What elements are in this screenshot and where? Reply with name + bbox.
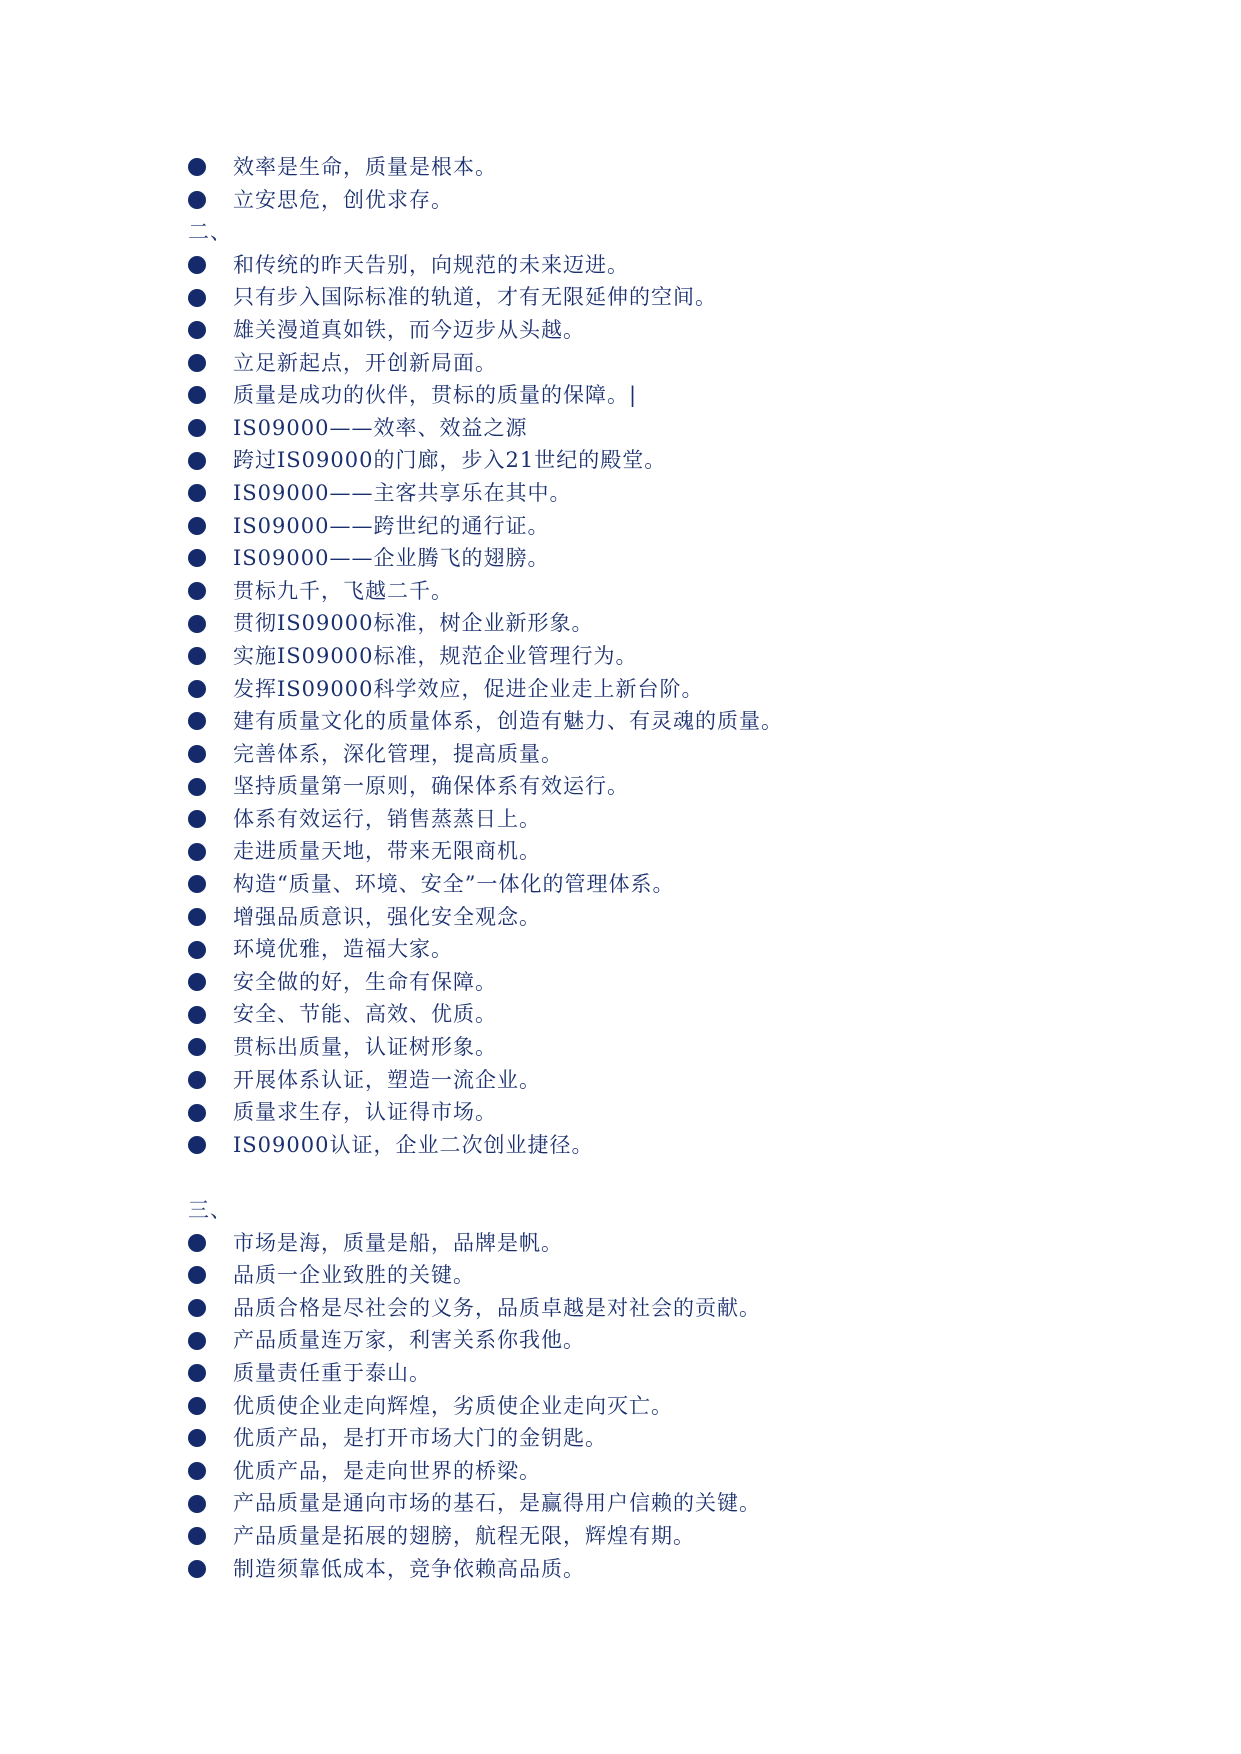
list-item xyxy=(188,1324,1168,1357)
bullet-icon xyxy=(188,908,206,926)
bullet-icon xyxy=(188,712,206,730)
bullet-icon xyxy=(188,549,206,567)
list-item xyxy=(188,1259,1168,1292)
list-item-text: 建有质量文化的质量体系，创造有魅力、有灵魂的质量。 xyxy=(233,709,783,734)
list-item-text: 环境优雅，造福大家。 xyxy=(233,937,453,962)
list-item xyxy=(188,151,1168,184)
list-item-text: IS09000——效率、效益之源 xyxy=(233,415,528,440)
list-item-text: 贯标九千，飞越二千。 xyxy=(233,578,453,603)
bullet-icon xyxy=(188,615,206,633)
bullet-icon xyxy=(188,973,206,991)
list-item xyxy=(188,640,1168,673)
list-item xyxy=(188,770,1168,803)
list-item xyxy=(188,738,1168,771)
bullet-icon xyxy=(188,517,206,535)
list-item-text: 优质使企业走向辉煌，劣质使企业走向灭亡。 xyxy=(233,1393,673,1418)
list-item-text: 效率是生命，质量是根本。 xyxy=(233,155,497,179)
list-item xyxy=(188,184,1168,217)
bullet-icon xyxy=(188,1136,206,1154)
list-item-text: IS09000——主客共享乐在其中。 xyxy=(233,480,572,505)
list-item xyxy=(188,803,1168,836)
section-2 xyxy=(188,249,1168,1162)
list-item xyxy=(188,607,1168,640)
list-item-text: 安全做的好，生命有保障。 xyxy=(233,969,497,994)
list-item-text: 质量求生存，认证得市场。 xyxy=(233,1100,497,1125)
list-item xyxy=(188,933,1168,966)
list-item xyxy=(188,542,1168,575)
list-item-text: 产品质量是拓展的翅膀，航程无限，辉煌有期。 xyxy=(233,1523,695,1548)
bullet-icon xyxy=(188,843,206,861)
section-1 xyxy=(188,151,1168,216)
list-item-text: IS09000——跨世纪的通行证。 xyxy=(233,513,550,538)
bullet-icon xyxy=(188,810,206,828)
bullet-icon xyxy=(188,778,206,796)
list-item xyxy=(188,966,1168,999)
bullet-icon xyxy=(188,1104,206,1122)
list-item xyxy=(188,1422,1168,1455)
list-item xyxy=(188,281,1168,314)
list-item-text: 雄关漫道真如铁，而今迈步从头越。 xyxy=(233,317,585,342)
bullet-icon xyxy=(188,1364,206,1382)
bullet-icon xyxy=(188,680,206,698)
list-item-text: 完善体系，深化管理，提高质量。 xyxy=(233,741,563,766)
list-item-text: 构造“质量、环境、安全”一体化的管理体系。 xyxy=(233,872,675,897)
section-3 xyxy=(188,1227,1168,1586)
list-item-text: 立安思危，创优求存。 xyxy=(233,187,453,212)
list-item-text: 产品质量连万家，利害关系你我他。 xyxy=(233,1328,585,1353)
list-item xyxy=(188,1064,1168,1097)
bullet-icon xyxy=(188,647,206,665)
list-item-text: 跨过IS09000的门廊，步入21世纪的殿堂。 xyxy=(233,448,667,473)
bullet-icon xyxy=(188,1234,206,1252)
list-item xyxy=(188,673,1168,706)
list-item-text: 坚持质量第一原则，确保体系有效运行。 xyxy=(233,774,629,799)
bullet-icon xyxy=(188,1397,206,1415)
bullet-icon xyxy=(188,1332,206,1350)
list-item xyxy=(188,575,1168,608)
list-item xyxy=(188,1390,1168,1423)
section-3-heading: 三、 xyxy=(188,1198,232,1222)
bullet-icon xyxy=(188,452,206,470)
list-item-text: 实施IS09000标准，规范企业管理行为。 xyxy=(233,643,638,668)
list-item-text: 质量责任重于泰山。 xyxy=(233,1360,431,1385)
list-item xyxy=(188,1096,1168,1129)
list-item-text: 品质合格是尽社会的义务，品质卓越是对社会的贡献。 xyxy=(233,1295,761,1320)
bullet-icon xyxy=(188,1495,206,1513)
bullet-icon xyxy=(188,941,206,959)
list-item xyxy=(188,1487,1168,1520)
bullet-icon xyxy=(188,745,206,763)
bullet-icon xyxy=(188,582,206,600)
bullet-icon xyxy=(188,1071,206,1089)
section-spacer xyxy=(188,1161,1168,1194)
list-item xyxy=(188,1129,1168,1162)
list-item xyxy=(188,1031,1168,1064)
bullet-icon xyxy=(188,1266,206,1284)
list-item xyxy=(188,868,1168,901)
list-item xyxy=(188,314,1168,347)
list-item xyxy=(188,412,1168,445)
bullet-icon xyxy=(188,256,206,274)
section-2-heading: 二、 xyxy=(188,220,232,245)
bullet-icon xyxy=(188,1038,206,1056)
list-item xyxy=(188,444,1168,477)
bullet-icon xyxy=(188,1560,206,1578)
list-item-text: 产品质量是通向市场的基石，是赢得用户信赖的关键。 xyxy=(233,1491,761,1516)
list-item-text: 优质产品，是走向世界的桥梁。 xyxy=(233,1458,541,1483)
list-item xyxy=(188,1553,1168,1586)
list-item xyxy=(188,510,1168,543)
list-item-text: 和传统的昨天告别，向规范的未来迈进。 xyxy=(233,252,629,277)
list-item xyxy=(188,901,1168,934)
list-item xyxy=(188,1455,1168,1488)
list-item-text: 贯标出质量，认证树形象。 xyxy=(233,1035,497,1060)
bullet-icon xyxy=(188,354,206,372)
bullet-icon xyxy=(188,289,206,307)
list-item xyxy=(188,1520,1168,1553)
list-item-text: 贯彻IS09000标准，树企业新形象。 xyxy=(233,611,594,636)
list-item-text: 走进质量天地，带来无限商机。 xyxy=(233,839,541,864)
list-item-text: 增强品质意识，强化安全观念。 xyxy=(233,904,541,929)
list-item-text: 只有步入国际标准的轨道，才有无限延伸的空间。 xyxy=(233,285,717,310)
bullet-icon xyxy=(188,1299,206,1317)
list-item xyxy=(188,835,1168,868)
list-item xyxy=(188,347,1168,380)
list-item xyxy=(188,998,1168,1031)
list-item-text: 发挥IS09000科学效应，促进企业走上新台阶。 xyxy=(233,676,704,701)
bullet-icon xyxy=(188,419,206,437)
list-item-text: IS09000——企业腾飞的翅膀。 xyxy=(233,546,550,571)
bullet-icon xyxy=(188,1006,206,1024)
list-item xyxy=(188,477,1168,510)
list-item-text: 安全、节能、高效、优质。 xyxy=(233,1002,497,1027)
list-item-text: 体系有效运行，销售蒸蒸日上。 xyxy=(233,806,541,831)
list-item-text: 立足新起点，开创新局面。 xyxy=(233,350,497,375)
list-item-text: 优质产品，是打开市场大门的金钥匙。 xyxy=(233,1426,607,1451)
list-item-text: 市场是海，质量是船，品牌是帆。 xyxy=(233,1230,563,1255)
list-item xyxy=(188,1357,1168,1390)
bullet-icon xyxy=(188,875,206,893)
list-item xyxy=(188,249,1168,282)
list-item xyxy=(188,1292,1168,1325)
list-item xyxy=(188,1227,1168,1260)
bullet-icon xyxy=(188,1527,206,1545)
bullet-icon xyxy=(188,1429,206,1447)
bullet-icon xyxy=(188,158,206,176)
list-item xyxy=(188,379,1168,412)
bullet-icon xyxy=(188,484,206,502)
bullet-icon xyxy=(188,191,206,209)
list-item-text: 品质一企业致胜的关键。 xyxy=(233,1263,475,1288)
list-item-text: IS09000认证，企业二次创业捷径。 xyxy=(233,1132,594,1157)
list-item-text: 开展体系认证，塑造一流企业。 xyxy=(233,1067,541,1092)
list-item xyxy=(188,705,1168,738)
bullet-icon xyxy=(188,1462,206,1480)
bullet-icon xyxy=(188,386,206,404)
slogan-list xyxy=(188,151,1168,1585)
list-item-text: 制造须靠低成本，竞争依赖高品质。 xyxy=(233,1556,585,1581)
list-item-text: 质量是成功的伙伴，贯标的质量的保障。| xyxy=(233,383,638,408)
bullet-icon xyxy=(188,321,206,339)
